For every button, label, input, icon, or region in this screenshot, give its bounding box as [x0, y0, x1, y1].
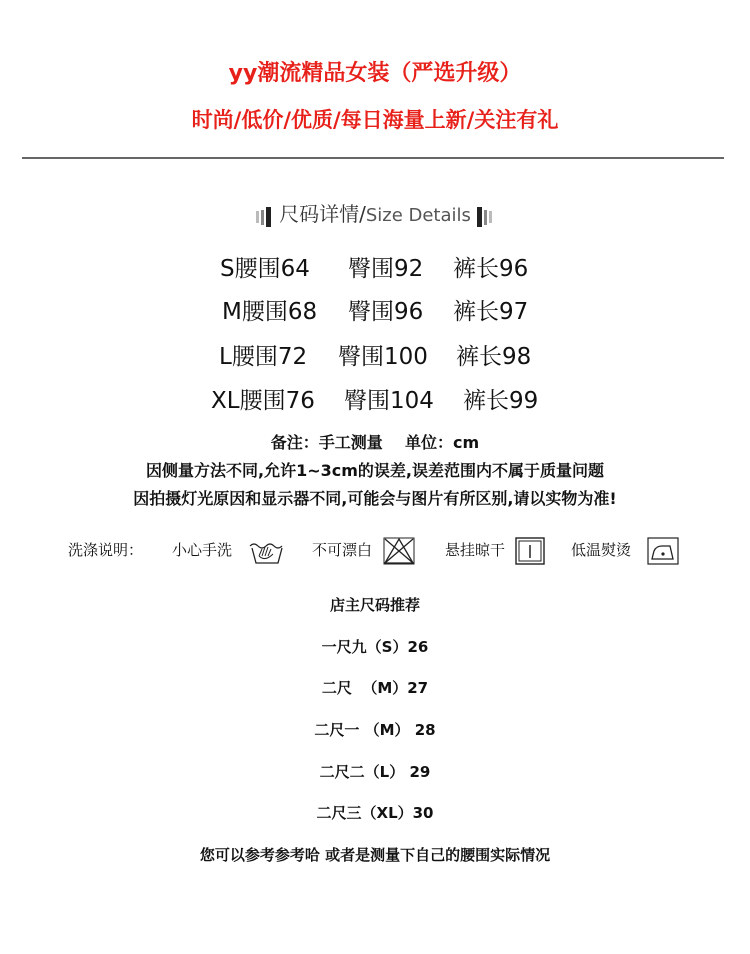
recommend-title: 店主尺码推荐 — [329, 596, 420, 614]
hand-wash-icon — [247, 536, 287, 566]
hang-dry-icon — [514, 536, 546, 566]
recommend-footer: 您可以参考参考哈 或者是测量下自己的腰围实际情况 — [199, 846, 551, 864]
shop-title: yy潮流精品女装（严选升级） — [228, 61, 522, 86]
wash-item-text: 不可漂白 — [312, 541, 373, 559]
wash-item-text: 悬挂晾干 — [445, 541, 506, 559]
hip-value: 臀围92 — [348, 256, 424, 282]
bars-decoration-right — [477, 204, 494, 228]
waist-value: L腰围72 — [219, 344, 308, 370]
length-value: 裤长99 — [463, 388, 539, 414]
divider — [22, 157, 724, 159]
size-details-heading — [0, 198, 750, 228]
recommend-item: 二尺二（L） 29 — [319, 763, 431, 781]
recommend-item: 二尺一 （M） 28 — [314, 721, 436, 739]
waist-value: S腰围64 — [220, 256, 310, 282]
hip-value: 臀围96 — [348, 299, 424, 325]
length-value: 裤长98 — [456, 344, 532, 370]
size-details-title-en: Size Details — [365, 205, 471, 226]
recommend-item: 二尺三（XL）30 — [316, 804, 434, 822]
hip-value: 臀围104 — [344, 388, 434, 414]
wash-instructions — [0, 536, 750, 566]
recommend-item: 二尺 （M）27 — [321, 679, 429, 697]
hip-value: 臀围100 — [338, 344, 428, 370]
wash-item-text: 小心手洗 — [172, 541, 233, 559]
wash-item-text: 低温熨烫 — [571, 541, 632, 559]
wash-label: 洗涤说明： — [68, 541, 144, 559]
size-details-title-cn: 尺码详情/ — [279, 202, 366, 226]
waist-value: XL腰围76 — [211, 388, 315, 414]
length-value: 裤长96 — [453, 256, 529, 282]
measure-note: 备注：手工测量 单位：cm — [270, 433, 480, 452]
error-note: 因侧量方法不同,允许1~3cm的误差,误差范围内不属于质量问题 — [146, 461, 604, 480]
bars-decoration-left — [256, 204, 273, 228]
color-note: 因拍摄灯光原因和显示器不同,可能会与图片有所区别,请以实物为准! — [133, 489, 617, 508]
waist-value: M腰围68 — [222, 299, 318, 325]
shop-slogan: 时尚/低价/优质/每日海量上新/关注有礼 — [191, 108, 559, 132]
recommend-item: 一尺九（S）26 — [321, 638, 429, 656]
length-value: 裤长97 — [453, 299, 529, 325]
low-iron-icon — [646, 536, 680, 566]
no-bleach-icon — [382, 536, 416, 566]
